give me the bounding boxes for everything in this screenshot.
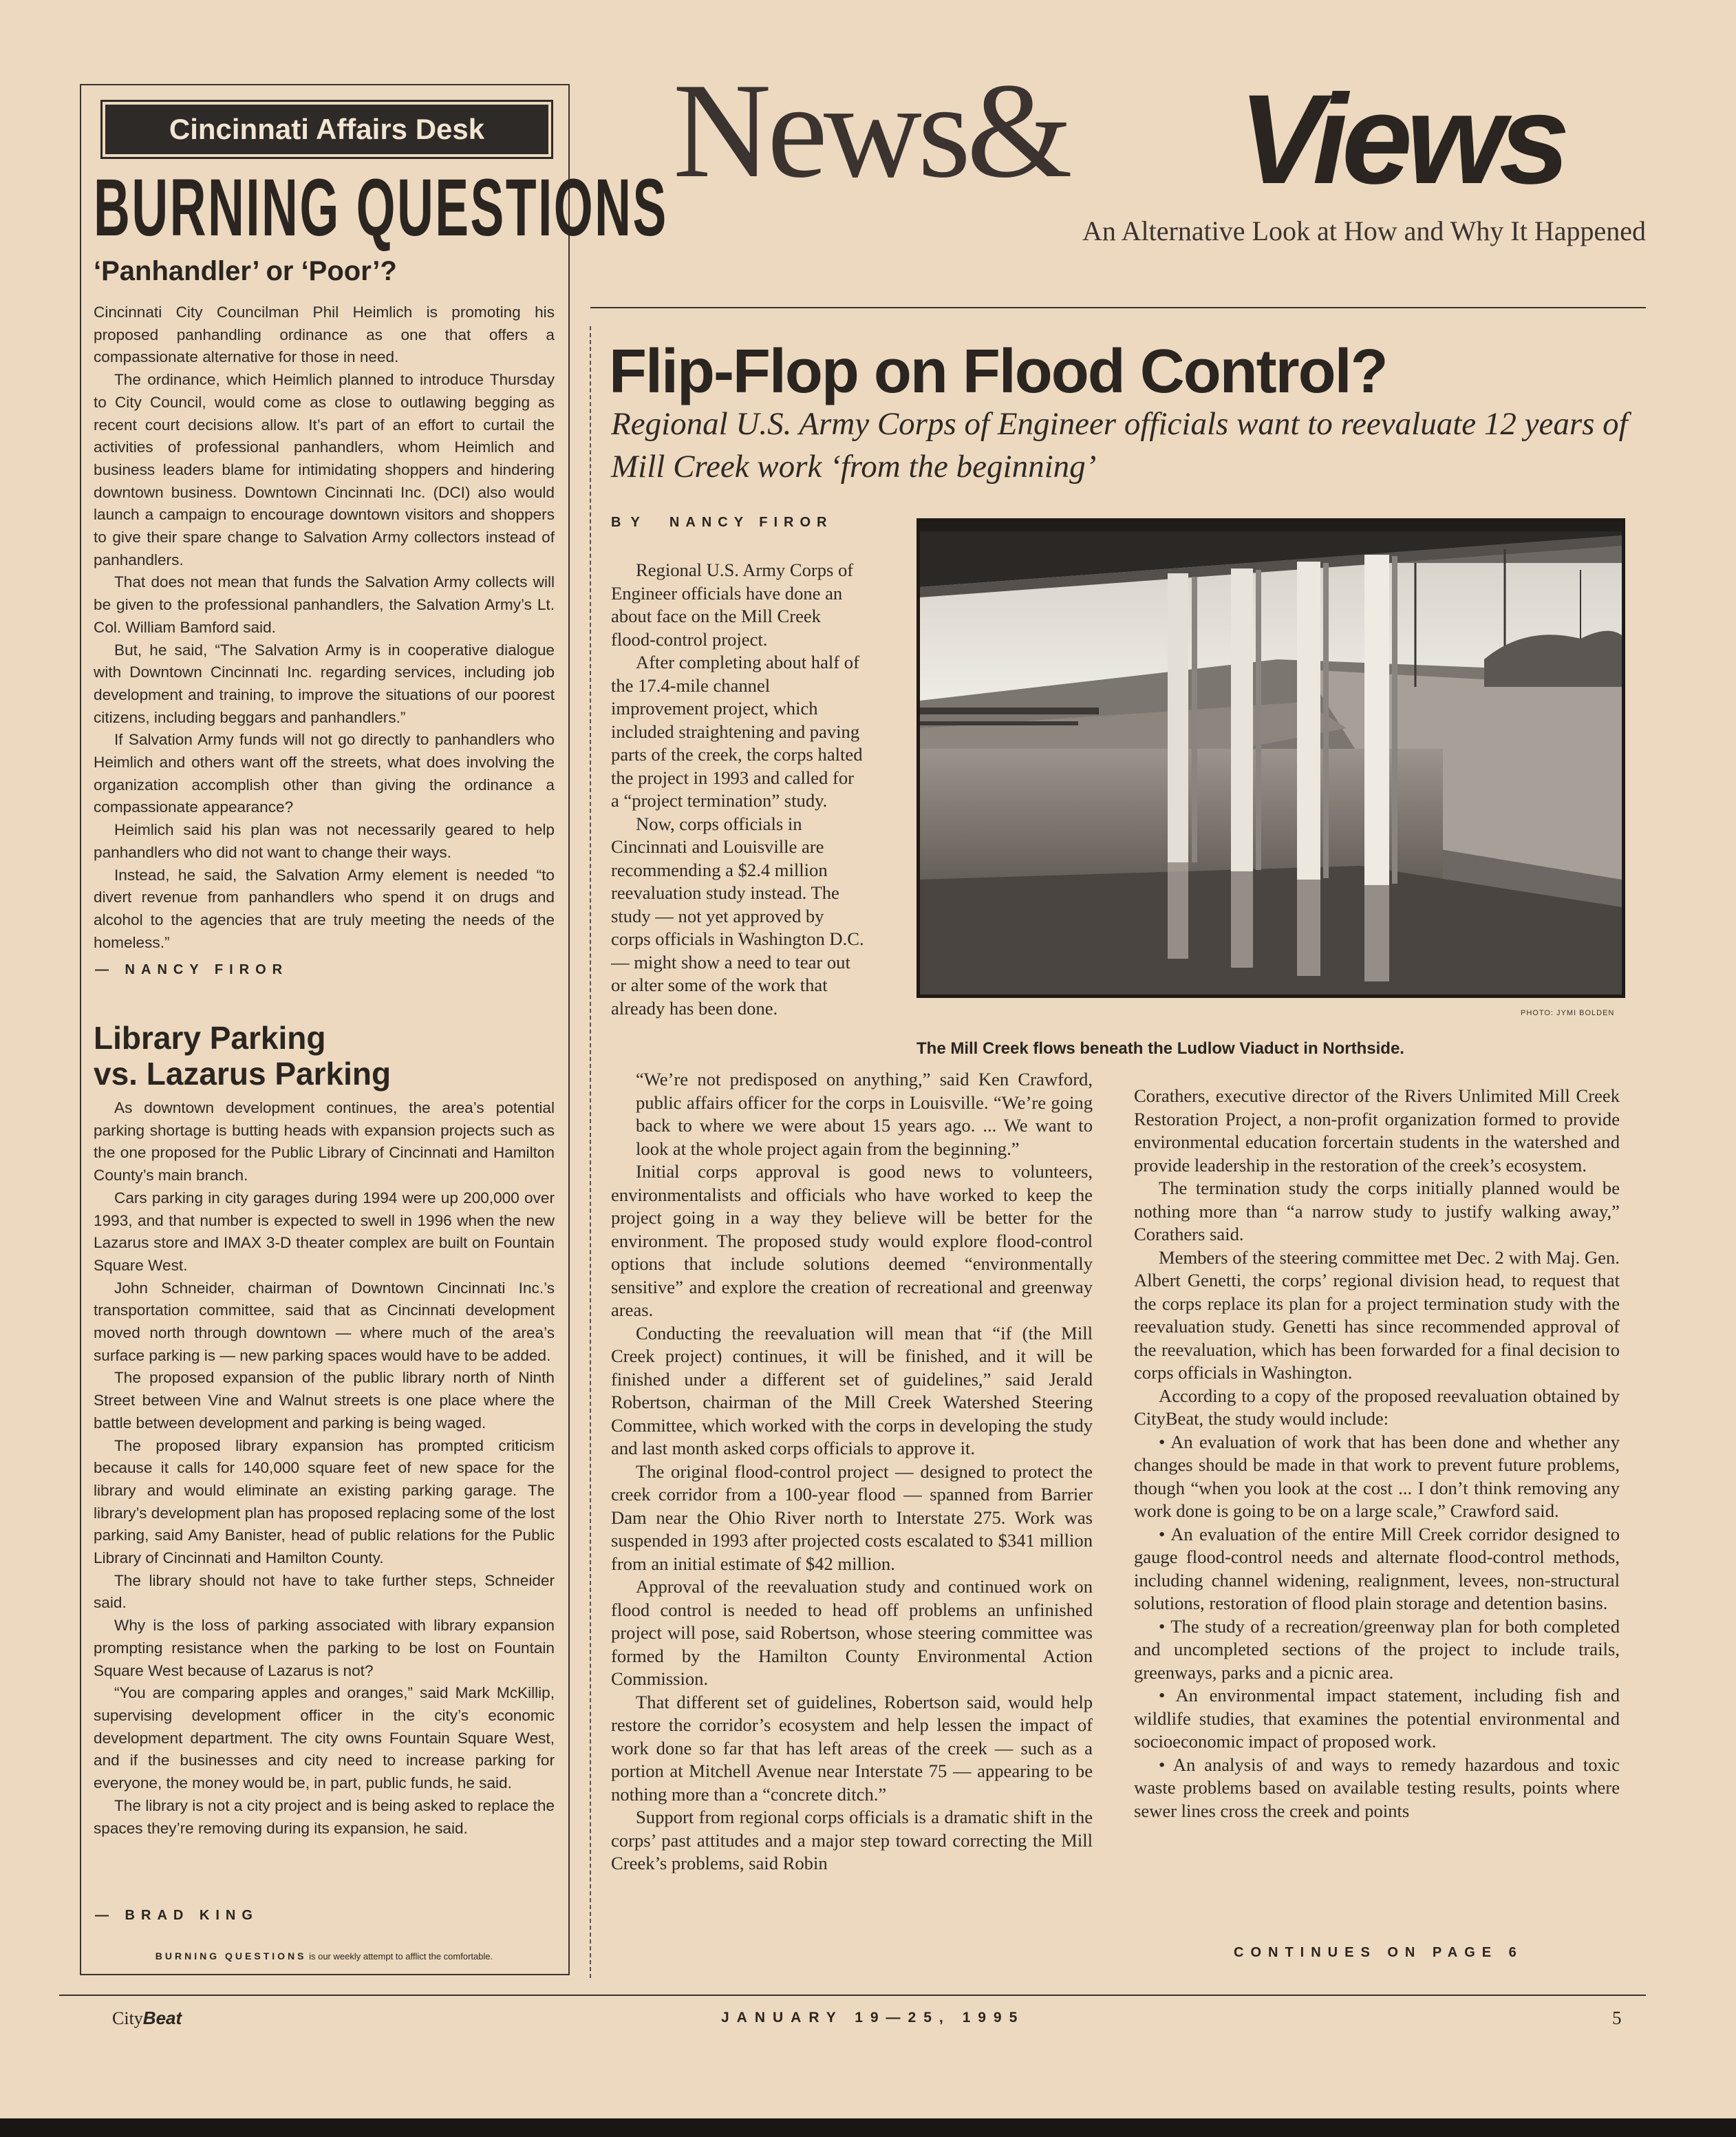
paragraph: After completing about half of the 17.4-mile channel improvement project, which included straightening and paving parts of the creek, the corps halted the project in 1993 and called for a “project termination” study. [611, 652, 863, 811]
paragraph: Conducting the reevaluation will mean that “if (the Mill Creek project) continues, it will be finished, and it will be finished under a different set of guidelines,” said Jerald Robertson, chairman of the Mill Creek Watershed Steering Committee, which worked with the corps in developing the study and last month asked corps officials to approve it. [611, 1322, 1093, 1458]
sidebar-footer [94, 1950, 555, 1961]
paragraph: That does not mean that funds the Salvation Army collects will be given to the professional panhandlers, the Salvation Army’s Lt. Col. William Bamford said. [94, 573, 555, 636]
paragraph: The library should not have to take further steps, Schneider said. [94, 1571, 555, 1612]
paragraph: As downtown development continues, the area’s potential parking shortage is butting heads with expansion projects such as the one proposed for the Public Library of Cincinnati and Hamilton County’s main branch. [94, 1099, 555, 1184]
photo-credit: PHOTO: JYMI BOLDEN [1521, 1009, 1615, 1017]
masthead-news: News& [673, 55, 1069, 206]
paragraph: Instead, he said, the Salvation Army element is needed “to divert revenue from panhandlers who spend it on drugs and alcohol to the agencies that are truly meeting the needs of the homeless.” [94, 866, 555, 951]
article-column-2 [611, 1068, 1093, 1875]
bullet-item: • An evaluation of work that has been done and whether any changes should be made in that work to prevent future problems, though “when you look at the cost ... I don’t think removing any work done is going to be on a large scale,” Crawford said. [1134, 1431, 1620, 1521]
page-number: 5 [1612, 2008, 1622, 2028]
library-story [94, 1097, 555, 1840]
article-column-3 [1134, 1085, 1620, 1822]
byline: — NANCY FIROR [95, 962, 289, 977]
publication-name [112, 2008, 182, 2029]
article-headline: Flip-Flop on Flood Control? [609, 337, 1387, 406]
article-byline [611, 515, 833, 531]
bullet-item: • An analysis of and ways to remedy hazardous and toxic waste problems based on available testing results, points where sewer lines cross the creek and points [1134, 1754, 1620, 1821]
burning-questions-title: BURNING QUESTIONS [94, 162, 668, 253]
paragraph: According to a copy of the proposed reevaluation obtained by CityBeat, the study would include: [1134, 1385, 1620, 1429]
footer-rule [59, 1995, 1646, 1996]
masthead-tagline: An Alternative Look at How and Why It Happened [1082, 215, 1646, 246]
paragraph: The library is not a city project and is being asked to replace the spaces they’re removing during its expansion, he said. [94, 1796, 555, 1837]
paragraph: Support from regional corps officials is a dramatic shift in the corps’ past attitudes and a major step toward correcting the Mill Creek’s problems, said Robin [611, 1807, 1093, 1873]
paragraph: Regional U.S. Army Corps of Engineer officials have done an about face on the Mill Creek flood-control project. [611, 560, 854, 650]
paragraph: Members of the steering committee met Dec. 2 with Maj. Gen. Albert Genetti, the corps’ regional division head, to request that the corps replace its plan for a project termination study with the reevaluation study. Genetti has since recommended approval of the reevaluation, which has been forwarded for a final decision to corps officials in Washington. [1134, 1246, 1620, 1383]
mill-creek-photo [917, 518, 1625, 998]
paragraph: The ordinance, which Heimlich planned to introduce Thursday to City Council, would come as close to outlawing begging as recent court decisions allow. It’s part of an effort to curtail the activities of professional panhandlers, whom Heimlich and business leaders blame for intimidating shoppers and hindering downtown business. Downtown Cincinnati Inc. (DCI) also would launch a campaign to encourage downtown visitors and shoppers to give their spare change to Salvation Army collectors instead of panhandlers. [94, 371, 555, 568]
byline-name: NANCY FIROR [669, 515, 833, 530]
paragraph: Cincinnati City Councilman Phil Heimlich is promoting his proposed panhandling ordinance as one that offers a compassionate alternative for those in need. [94, 304, 555, 366]
headline-line: vs. Lazarus Parking [94, 1056, 392, 1092]
paragraph: The proposed expansion of the public library north of Ninth Street between Vine and Walnut streets is one place where the battle between development and parking is being waged. [94, 1369, 555, 1432]
footer-text: is our weekly attempt to afflict the comfortable. [306, 1951, 493, 1961]
bullet-item: • The study of a recreation/greenway plan for both completed and uncompleted sections of the project to include trails, greenways, parks and a picnic area. [1134, 1615, 1620, 1683]
paragraph: The original flood-control project — designed to protect the creek corridor from a 100-year flood — spanned from Barrier Dam near the Ohio River north to Interstate 275. Work was suspended in 1993 after projected costs escalated to $341 million from an initial estimate of $42 million. [611, 1460, 1093, 1574]
paragraph: “We’re not predisposed on anything,” said Ken Crawford, public affairs officer for the corps in Louisville. “We’re going back to where we were about 15 years ago. ... We want to look at the whole project again from the beginning.” [636, 1069, 1093, 1159]
byline-prefix: BY [611, 515, 650, 530]
paragraph: Why is the loss of parking associated with library expansion prompting resistance when the parking to be lost on Fountain Square West because of Lazarus is not? [94, 1617, 555, 1679]
affairs-desk-banner: Cincinnati Affairs Desk [105, 105, 548, 154]
panhandler-story [94, 301, 555, 954]
column-divider [590, 326, 591, 1978]
bullet-item: • An evaluation of the entire Mill Creek corridor designed to gauge flood-control needs and alternate flood-control methods, including channel widening, realignment, levees, non-structural solutions, restoration of flood plain storage and detention basins. [1134, 1523, 1620, 1613]
paragraph: “You are comparing apples and oranges,” said Mark McKillip, supervising development officer in the city’s economic development department. The city owns Fountain Square West, and if the businesses and city need to increase parking for everyone, the money would be, in part, public funds, he said. [94, 1684, 555, 1792]
scan-edge [0, 2118, 1736, 2137]
paragraph: Corathers, executive director of the Rivers Unlimited Mill Creek Restoration Project, a non-profit organization formed to provide environmental education forcertain students in the watershed and provide leadership in the restoration of the creek’s ecosystem. [1134, 1085, 1620, 1176]
issue-date: JANUARY 19—25, 1995 [721, 2010, 1025, 2026]
pub-beat: Beat [142, 2008, 182, 2028]
pub-city: City [112, 2008, 143, 2028]
ludlow-viaduct-image [920, 522, 1622, 995]
masthead-views: Views [1239, 69, 1564, 211]
paragraph: John Schneider, chairman of Downtown Cincinnati Inc.’s transportation committee, said that as Cincinnati development moved north through downtown — where much of the area’s surface parking is — new parking spaces would have to be added. [94, 1279, 555, 1364]
article-deck: Regional U.S. Army Corps of Engineer officials want to reevaluate 12 years of Mill Creek work ‘from the beginning’ [611, 406, 1628, 485]
paragraph: Cars parking in city garages during 1994 were up 200,000 over 1993, and that number is expected to swell in 1996 when the new Lazarus store and IMAX 3-D theater complex are built on Fountain Square West. [94, 1189, 555, 1274]
footer-bold: BURNING QUESTIONS [155, 1950, 307, 1961]
bullet-item: • An environmental impact statement, including fish and wildlife studies, that examines the potential environmental and socioeconomic impact of proposed work. [1134, 1685, 1620, 1752]
headline-line: Library Parking [94, 1020, 326, 1056]
paragraph: If Salvation Army funds will not go directly to panhandlers who Heimlich and others want off the streets, what does involving the organization accomplish other than giving the ordinance a compassionate appearance? [94, 731, 555, 816]
paragraph: Initial corps approval is good news to volunteers, environmentalists and officials who have worked to keep the project going in a way they believe will be better for the environment. The proposed study would explore flood-control options that include solutions deemed “environmentally sensitive” and explore the creation of recreational and greenway areas. [611, 1161, 1093, 1320]
article-column-1 [611, 559, 864, 1020]
paragraph: Heimlich said his plan was not necessarily geared to help panhandlers who did not want to change their ways. [94, 821, 555, 861]
panhandler-headline: ‘Panhandler’ or ‘Poor’? [94, 256, 397, 286]
paragraph: That different set of guidelines, Robertson said, would help restore the corridor’s ecosystem and help lessen the impact of work done so far that has left areas of the creek — such as a portion at Mitchell Avenue near Interstate 75 — appearing to be nothing more than a “concrete ditch.” [611, 1691, 1093, 1805]
paragraph: The proposed library expansion has prompted criticism because it calls for 140,000 square feet of new space for the library and would eliminate an existing parking garage. The library’s development plan has proposed replacing some of the lost parking, said Amy Banister, head of public relations for the Public Library of Cincinnati and Hamilton County. [94, 1436, 555, 1567]
masthead-rule [590, 307, 1646, 308]
paragraph: Approval of the reevaluation study and continued work on flood control is needed to head off problems an unfinished project will pose, said Robertson, whose steering committee was formed by the Hamilton County Environmental Action Commission. [611, 1576, 1093, 1689]
byline: — BRAD KING [95, 1908, 259, 1923]
photo-caption: The Mill Creek flows beneath the Ludlow Viaduct in Northside. [917, 1039, 1404, 1058]
continues-on-page[interactable]: CONTINUES ON PAGE 6 [1234, 1945, 1523, 1960]
paragraph: The termination study the corps initially planned would be nothing more than “a narrow study to justify walking away,” Corathers said. [1134, 1178, 1620, 1244]
paragraph: But, he said, “The Salvation Army is in cooperative dialogue with Downtown Cincinnati Inc. regarding services, including job development and training, to improve the situations of our poorest citizens, including beggars and panhandlers.” [94, 641, 555, 726]
paragraph: Now, corps officials in Cincinnati and Louisville are recommending a $2.4 million reevaluation study instead. The study — not yet approved by corps officials in Washington D.C. — might show a need to tear out or alter some of the work that already has been done. [611, 813, 864, 1019]
library-headline [94, 1020, 391, 1092]
